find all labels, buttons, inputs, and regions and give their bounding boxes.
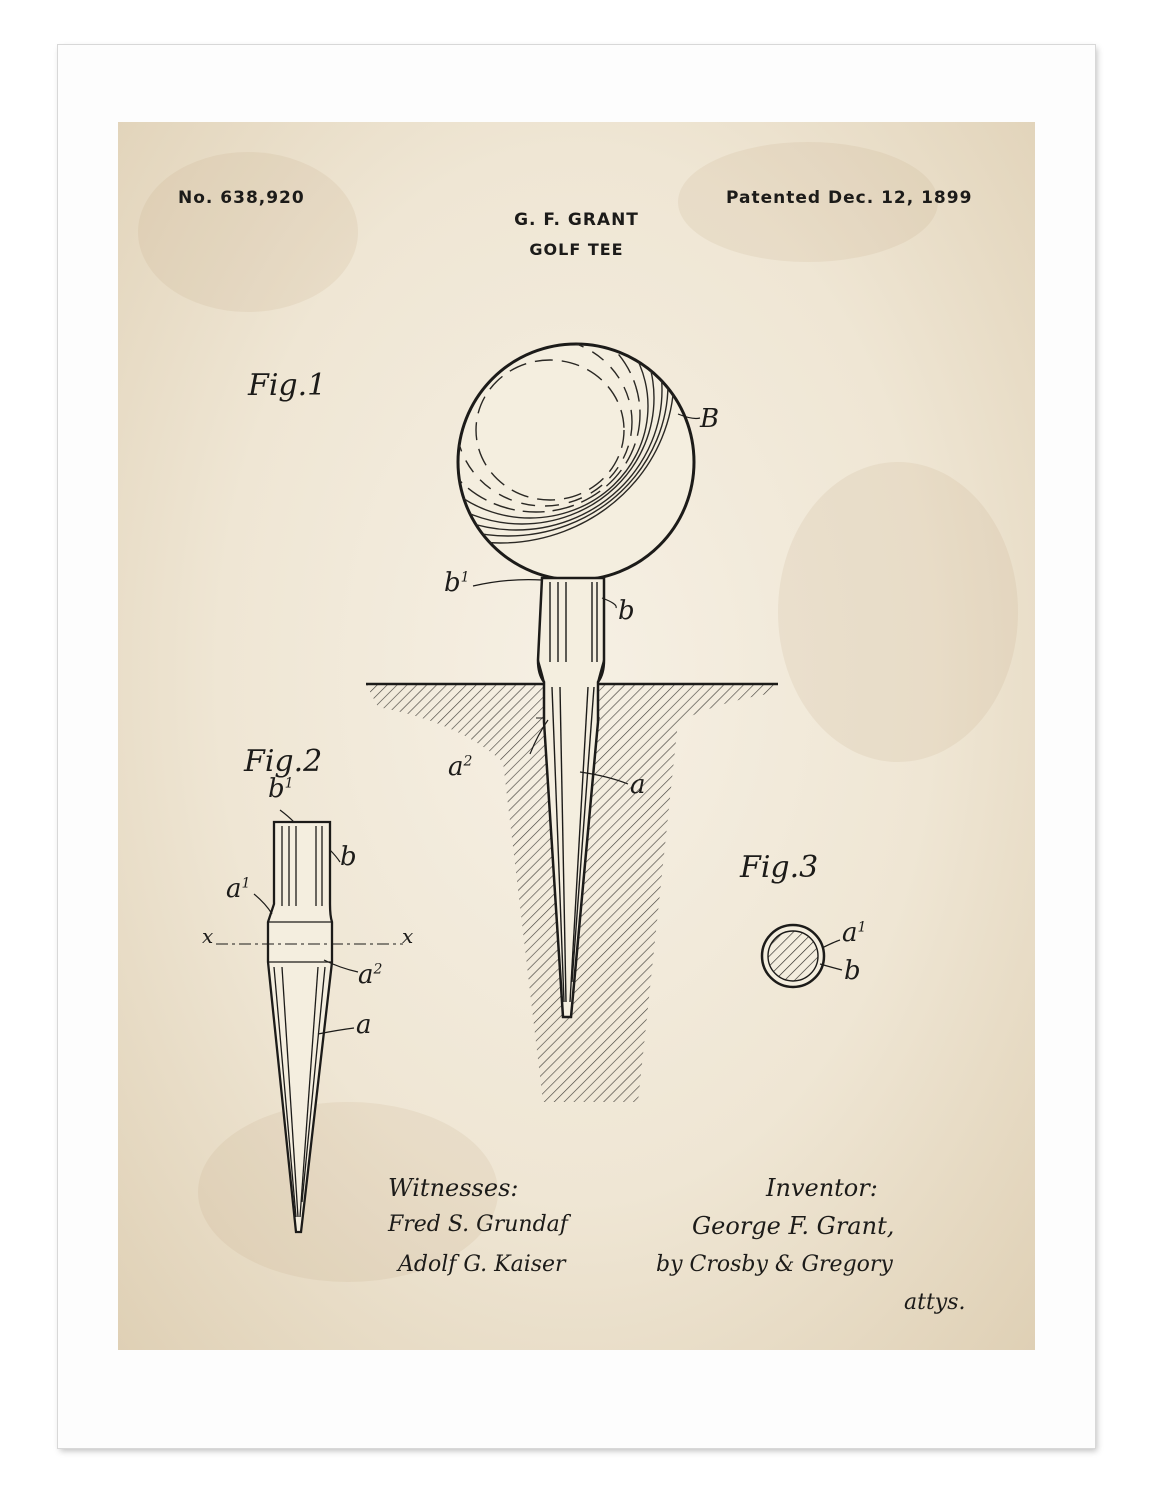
fig3-ref-a1-sup: 1 — [857, 919, 867, 936]
patent-drawings — [118, 122, 1035, 1350]
patent-sheet — [118, 122, 1035, 1350]
ref-b1-sup: 1 — [460, 569, 470, 586]
fig2-ref-b1 — [268, 774, 294, 804]
fig3-cross-section — [762, 925, 824, 987]
attys-signature: attys. — [904, 1290, 966, 1315]
patent-title: GOLF TEE — [529, 240, 624, 259]
attorneys-signature: by Crosby & Gregory — [656, 1252, 893, 1277]
fig2-ref-a1-letter: a — [226, 874, 242, 904]
witnesses-label: Witnesses: — [388, 1174, 519, 1202]
inventor-label: Inventor: — [766, 1174, 878, 1202]
ref-b1-letter: b — [444, 568, 461, 598]
fig2-ref-a1 — [226, 874, 250, 904]
fig1-label: Fig.1 — [248, 368, 327, 403]
fig2-ref-a1-sup: 1 — [241, 875, 251, 892]
ref-B: B — [700, 404, 720, 434]
ref-b1 — [444, 568, 470, 598]
witness-signature-1: Fred S. Grundaf — [388, 1212, 568, 1237]
ref-a2-sup: 2 — [463, 753, 473, 770]
fig2-ref-x-right: x — [402, 924, 414, 948]
ref-a: a — [630, 770, 646, 800]
fig1-golf-ball — [326, 211, 694, 580]
fig2-label: Fig.2 — [244, 744, 323, 779]
inventor-signature: George F. Grant, — [692, 1212, 895, 1240]
fig2-ref-b1-letter: b — [268, 774, 285, 804]
fig3-label: Fig.3 — [740, 850, 819, 885]
fig3-ref-b: b — [844, 956, 861, 986]
inventor-header: G. F. GRANT — [514, 210, 639, 230]
fig3-ref-a1 — [842, 918, 866, 948]
fig2-ref-x-left: x — [202, 924, 214, 948]
fig3-ref-a1-letter: a — [842, 918, 858, 948]
witness-signature-2: Adolf G. Kaiser — [398, 1252, 566, 1277]
patent-number: No. 638,920 — [178, 188, 305, 208]
ref-b: b — [618, 596, 635, 626]
ref-a2 — [448, 752, 472, 782]
fig2-ref-a: a — [356, 1010, 372, 1040]
ref-a2-letter: a — [448, 752, 464, 782]
fig2-ref-b: b — [340, 842, 357, 872]
fig2-ref-a2 — [358, 960, 382, 990]
patent-date: Patented Dec. 12, 1899 — [726, 188, 973, 208]
fig2-ref-b1-sup: 1 — [284, 775, 294, 792]
fig2-ref-a2-sup: 2 — [373, 961, 383, 978]
fig2-ref-a2-letter: a — [358, 960, 374, 990]
